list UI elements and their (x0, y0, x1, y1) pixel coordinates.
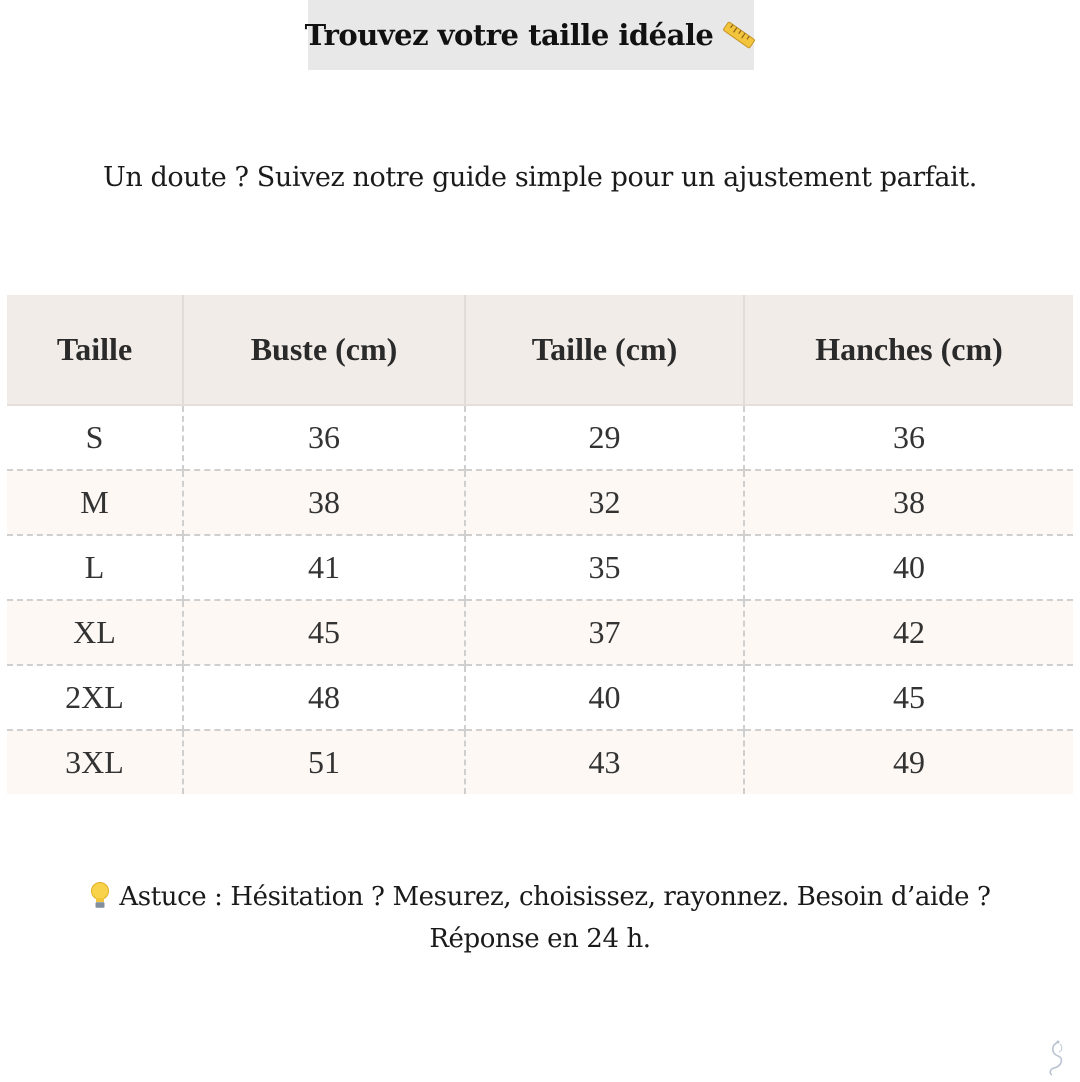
table-row (7, 600, 1073, 665)
table-header-row (7, 295, 1073, 405)
bust-cell: 38 (183, 470, 465, 535)
column-header-bust: Buste (cm) (183, 295, 465, 405)
intro-text: Un doute ? Suivez notre guide simple pour un ajustement parfait. (103, 162, 977, 193)
bust-cell: 41 (183, 535, 465, 600)
waist-cell: 40 (465, 665, 744, 730)
column-header-size: Taille (7, 295, 183, 405)
waist-cell: 29 (465, 405, 744, 470)
hips-cell: 36 (744, 405, 1073, 470)
bust-cell: 45 (183, 600, 465, 665)
size-chart-table (7, 295, 1073, 794)
table-row (7, 470, 1073, 535)
tip-line-1 (0, 876, 1080, 918)
hips-cell: 49 (744, 730, 1073, 794)
hips-cell: 38 (744, 470, 1073, 535)
page-title-banner (304, 0, 754, 70)
brand-logo-icon (1040, 1038, 1072, 1078)
waist-cell: 32 (465, 470, 744, 535)
size-cell: M (7, 470, 183, 535)
size-cell: 3XL (7, 730, 183, 794)
column-header-waist: Taille (cm) (465, 295, 744, 405)
table-row (7, 535, 1073, 600)
hips-cell: 40 (744, 535, 1073, 600)
lightbulb-icon (89, 881, 111, 911)
tip-text: Astuce : Hésitation ? Mesurez, choisissez, rayonnez. Besoin d’aide ? (119, 882, 991, 912)
table-row (7, 405, 1073, 470)
hips-cell: 45 (744, 665, 1073, 730)
tip-line-2: Réponse en 24 h. (429, 924, 651, 954)
bust-cell: 51 (183, 730, 465, 794)
column-header-hips: Hanches (cm) (744, 295, 1073, 405)
table-row (7, 665, 1073, 730)
size-cell: S (85, 419, 104, 455)
table-row (7, 730, 1073, 794)
ruler-icon (721, 21, 757, 49)
tip-box (0, 876, 1080, 960)
page-title: Trouvez votre taille idéale (304, 18, 714, 52)
waist-cell: 35 (465, 535, 744, 600)
size-cell: XL (7, 600, 183, 665)
bust-cell: 36 (183, 405, 465, 470)
hips-cell: 42 (744, 600, 1073, 665)
size-cell: L (7, 535, 183, 600)
bust-cell: 48 (183, 665, 465, 730)
waist-cell: 43 (465, 730, 744, 794)
waist-cell: 37 (465, 600, 744, 665)
size-cell: 2XL (7, 665, 183, 730)
